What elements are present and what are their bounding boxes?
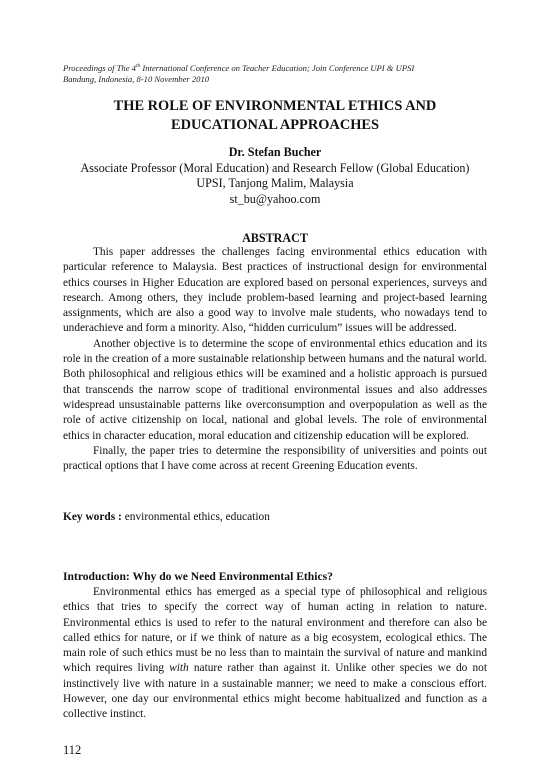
- header-line-1-end: International Conference on Teacher Education; Join Conference UPI & UPSI: [140, 62, 415, 73]
- introduction-text-start: Environmental ethics has emerged as a special type of philosophical and religious ethics that tries to specify the correct way of human acting in relation to nature. Environmental ethics is used to refer to the natural environment and therefore can also be called ethics for nature, or if we think of nature as a big ecosystem, ecological ethics. The main role of such ethics must be no less than to maintain the survival of nature and mankind which requires living: [63, 586, 487, 675]
- header-line-1-start: Proceedings of The 4: [63, 62, 136, 73]
- title-line-1: THE ROLE OF ENVIRONMENTAL ETHICS AND: [113, 98, 437, 114]
- author-name: Dr. Stefan Bucher: [228, 145, 322, 159]
- title-line-2: EDUCATIONAL APPROACHES: [170, 116, 380, 133]
- header-line-1: [63, 61, 503, 74]
- introduction-text-end: nature rather than against it. Unlike other species we do not instinctively live with nature in a sustainable manner; we need to make a conscious effort. However, one day our environmental ethics might become habitualized and function as a collective instinct.: [63, 662, 487, 721]
- page-number: 112: [63, 743, 82, 757]
- abstract-heading: ABSTRACT: [242, 231, 308, 245]
- header-line-2: Bandung, Indonesia, 8-10 November 2010: [63, 74, 210, 85]
- keywords: [63, 511, 487, 523]
- author-affiliation: UPSI, Tanjong Malim, Malaysia: [196, 176, 354, 191]
- author-position: Associate Professor (Moral Education) and Research Fellow (Global Education): [80, 160, 470, 175]
- author-email: st_bu@yahoo.com: [229, 191, 321, 206]
- keywords-value: environmental ethics, education: [121, 511, 270, 523]
- introduction-body: [63, 585, 487, 723]
- abstract-paragraph-2: Another objective is to determine the scope of environmental ethics education and its role in the creation of a more sustainable relationship between humans and the natural world. Both philosophical and religious ethics will be examined and a holistic approach is pursued that transcends the narrow scope of traditional environmental issues and also addresses widespread unsustainable patterns like overconsumption and overpopulation as well as the role of active citizenship on local, national and global levels. The role of environmental ethics in character education, moral education and citizenship education will be explored.: [63, 337, 487, 442]
- paper-title: [63, 97, 487, 134]
- running-header: [63, 61, 503, 86]
- header-superscript: th: [135, 63, 141, 69]
- abstract-paragraph-1: This paper addresses the challenges facing environmental ethics education with particular reference to Malaysia. Best practices of instructional design for environmental ethics courses in Higher Education are explored based on personal experiences, surveys and research. Among others, they include problem-based learning and project-based learning assignments, which are also a good way to involve male students, who nowadays tend to underachieve and form a minority. Also, “hidden curriculum” issues will be addressed.: [63, 246, 487, 335]
- abstract-paragraph-3: Finally, the paper tries to determine the responsibility of universities and points out practical options that I have come across at recent Greening Education events.: [63, 444, 487, 473]
- introduction-heading: Introduction: Why do we Need Environmental Ethics?: [63, 570, 333, 583]
- introduction-paragraph: [63, 585, 487, 723]
- author-block: [63, 145, 487, 207]
- keywords-label: Key words :: [63, 511, 122, 523]
- introduction-emphasis: with: [169, 662, 189, 675]
- abstract-body: [63, 245, 487, 474]
